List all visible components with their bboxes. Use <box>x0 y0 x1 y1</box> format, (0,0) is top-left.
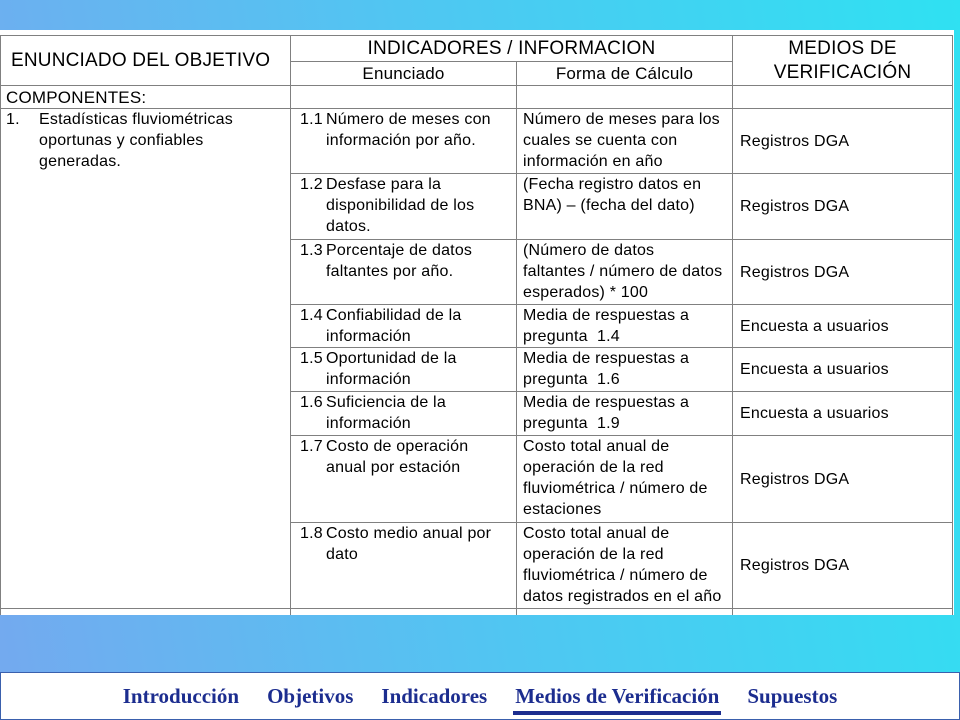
calculation-line: Media de respuestas a <box>523 394 690 411</box>
verification-cell <box>733 436 953 523</box>
component-number: 1. <box>6 111 20 128</box>
component-line: generadas. <box>39 153 122 170</box>
calculation-cell <box>517 305 733 348</box>
logframe-table-panel <box>0 30 954 615</box>
component-cell <box>1 109 291 609</box>
header-indicators: INDICADORES / INFORMACION <box>291 36 733 62</box>
statement-cell <box>291 109 517 174</box>
statement-line: disponibilidad de los <box>326 197 475 214</box>
calculation-line: fluviométrica / número de <box>523 480 708 497</box>
indicator-number: 1.4 <box>300 307 323 324</box>
calculation-line: operación de la red <box>523 546 664 563</box>
statement-line: información <box>326 328 411 345</box>
calculation-line: Costo total anual de <box>523 525 670 542</box>
statement-line: Oportunidad de la <box>326 350 457 367</box>
statement-line: Confiabilidad de la <box>326 307 462 324</box>
verification-text: Encuesta a usuarios <box>740 317 889 335</box>
nav-link-supuestos[interactable]: Supuestos <box>747 684 838 708</box>
verification-cell <box>733 348 953 392</box>
calculation-line: Media de respuestas a <box>523 350 690 367</box>
calculation-line: (Número de datos <box>523 242 655 259</box>
verification-text: Registros DGA <box>740 557 850 574</box>
calculation-line: pregunta 1.9 <box>523 415 620 432</box>
calculation-cell <box>517 392 733 436</box>
statement-line: dato <box>326 546 358 563</box>
statement-cell <box>291 240 517 305</box>
calculation-line: datos registrados en el año <box>523 588 722 605</box>
verification-text: Encuesta a usuarios <box>740 361 889 378</box>
statement-line: Costo de operación <box>326 438 469 455</box>
calculation-line: cuales se cuenta con <box>523 132 678 149</box>
verification-text: Registros DGA <box>740 198 850 215</box>
statement-line: información por año. <box>326 132 476 149</box>
logframe-table <box>0 35 953 615</box>
verification-cell <box>733 174 953 240</box>
verification-cell <box>733 392 953 436</box>
verification-text: Encuesta a usuarios <box>740 405 889 422</box>
calculation-line: (Fecha registro datos en <box>523 176 702 193</box>
empty-cell <box>291 86 517 109</box>
empty-cell <box>291 609 517 616</box>
calculation-line: información en año <box>523 153 663 170</box>
indicator-row <box>1 109 953 174</box>
statement-line: Desfase para la <box>326 176 442 193</box>
calculation-cell <box>517 109 733 174</box>
statement-cell <box>291 392 517 436</box>
verification-text: Registros DGA <box>740 132 850 150</box>
calculation-cell <box>517 523 733 609</box>
indicator-number: 1.1 <box>300 111 323 128</box>
calculation-line: Media de respuestas a <box>523 307 690 324</box>
header-verification-line: VERIFICACIÓN <box>773 61 912 83</box>
verification-text: Registros DGA <box>740 470 850 488</box>
header-objective: ENUNCIADO DEL OBJETIVO <box>1 36 291 86</box>
nav-link-indicadores[interactable]: Indicadores <box>381 684 488 708</box>
header-calculation: Forma de Cálculo <box>517 62 733 86</box>
calculation-line: operación de la red <box>523 459 664 476</box>
header-row <box>1 36 953 62</box>
statement-line: faltantes por año. <box>326 263 454 280</box>
indicator-number: 1.7 <box>300 438 323 455</box>
nav-link-objetivos[interactable]: Objetivos <box>267 684 354 708</box>
statement-cell <box>291 523 517 609</box>
calculation-line: Costo total anual de <box>523 438 670 455</box>
calculation-cell <box>517 174 733 240</box>
indicator-number: 1.8 <box>300 525 323 542</box>
statement-line: información <box>326 371 411 388</box>
verification-cell <box>733 240 953 305</box>
header-verification <box>733 36 953 86</box>
statement-line: anual por estación <box>326 459 461 476</box>
nav-link-medios-de-verificacion[interactable]: Medios de Verificación <box>515 684 720 708</box>
calculation-cell <box>517 240 733 305</box>
verification-text: Registros DGA <box>740 263 850 281</box>
indicator-number: 1.2 <box>300 176 323 193</box>
section-label-components: COMPONENTES: <box>1 86 291 109</box>
nav-bar <box>0 672 960 720</box>
empty-cell <box>733 609 953 616</box>
clipped-row <box>1 609 953 616</box>
statement-cell <box>291 436 517 523</box>
calculation-cell <box>517 348 733 392</box>
statement-line: Costo medio anual por <box>326 525 492 542</box>
verification-cell <box>733 523 953 609</box>
indicator-number: 1.6 <box>300 394 323 411</box>
calculation-line: faltantes / número de datos <box>523 263 723 280</box>
calculation-line: fluviométrica / número de <box>523 567 708 584</box>
calculation-cell <box>517 436 733 523</box>
component-line: Estadísticas fluviométricas <box>39 111 233 128</box>
statement-cell <box>291 348 517 392</box>
statement-line: Porcentaje de datos <box>326 242 473 259</box>
indicator-number: 1.5 <box>300 350 323 367</box>
empty-cell <box>733 86 953 109</box>
calculation-line: esperados) * 100 <box>523 284 649 301</box>
statement-line: datos. <box>326 218 371 235</box>
calculation-line: Número de meses para los <box>523 111 720 128</box>
statement-line: Suficiencia de la <box>326 394 446 411</box>
statement-line: Número de meses con <box>326 111 491 128</box>
component-line: oportunas y confiables <box>39 132 204 149</box>
empty-cell <box>1 609 291 616</box>
verification-cell <box>733 109 953 174</box>
empty-cell <box>517 86 733 109</box>
header-verification-line: MEDIOS DE <box>788 37 897 59</box>
indicator-number: 1.3 <box>300 242 323 259</box>
header-statement: Enunciado <box>291 62 517 86</box>
calculation-line: pregunta 1.6 <box>523 371 620 388</box>
statement-line: información <box>326 415 411 432</box>
nav-link-introduccion[interactable]: Introducción <box>122 684 240 708</box>
verification-cell <box>733 305 953 348</box>
calculation-line: estaciones <box>523 501 602 518</box>
calculation-line: BNA) – (fecha del dato) <box>523 197 695 214</box>
statement-cell <box>291 174 517 240</box>
statement-cell <box>291 305 517 348</box>
section-row <box>1 86 953 109</box>
calculation-line: pregunta 1.4 <box>523 328 620 345</box>
empty-cell <box>517 609 733 616</box>
